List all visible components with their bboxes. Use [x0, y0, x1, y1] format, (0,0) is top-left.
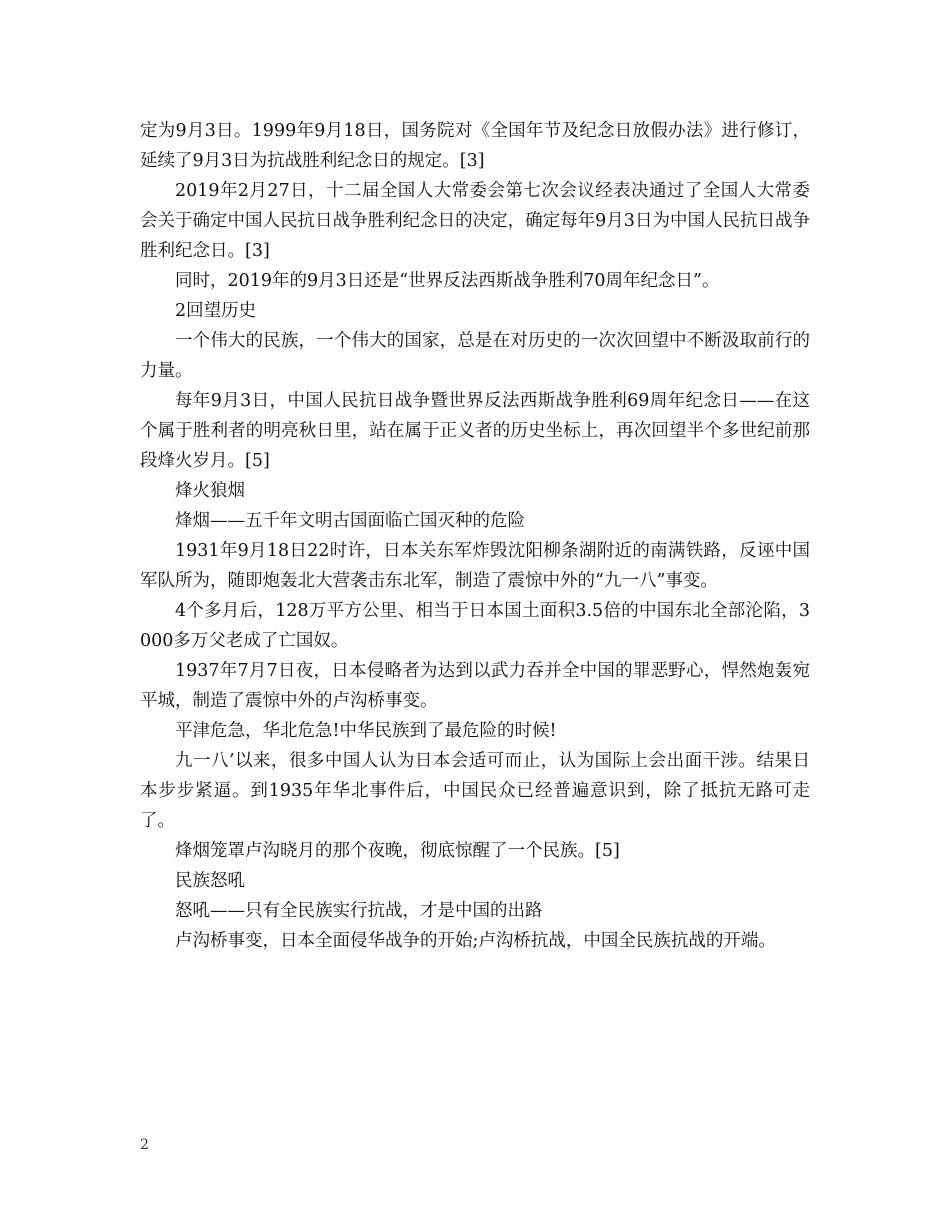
subsection-heading: 民族怒吼: [175, 871, 245, 891]
paragraph: 烽烟笼罩卢沟晓月的那个夜晚，彻底惊醒了一个民族。[5]: [175, 841, 620, 861]
subsection-subtitle: 怒吼——只有全民族实行抗战，才是中国的出路: [175, 901, 543, 921]
paragraph: 定为9月3日。1999年9月18日，国务院对《全国年节及纪念日放假办法》进行修订，延续了9月3日为抗战胜利纪念日的规定。[3]: [140, 121, 810, 171]
subsection-heading: 烽火狼烟: [175, 481, 245, 501]
paragraph: 每年9月3日，中国人民抗日战争暨世界反法西斯战争胜利69周年纪念日——在这个属于胜利者的明亮秋日里，站在属于正义者的历史坐标上，再次回望半个多世纪前那段烽火岁月。[5]: [140, 391, 810, 471]
document-body: [140, 116, 810, 956]
subsection-subtitle: 烽烟——五千年文明古国面临亡国灭种的危险: [175, 511, 525, 531]
paragraph: 九一八’以来，很多中国人认为日本会适可而止，认为国际上会出面干涉。结果日本步步紧逼。到1935年华北事件后，中国民众已经普遍意识到，除了抵抗无路可走了。: [140, 751, 810, 831]
paragraph: 1937年7月7日夜，日本侵略者为达到以武力吞并全中国的罪恶野心，悍然炮轰宛平城，制造了震惊中外的卢沟桥事变。: [140, 661, 810, 711]
paragraph: 1931年9月18日22时许，日本关东军炸毁沈阳柳条湖附近的南满铁路，反诬中国军队所为，随即炮轰北大营袭击东北军，制造了震惊中外的“九一八”事变。: [140, 541, 810, 591]
paragraph: 一个伟大的民族，一个伟大的国家，总是在对历史的一次次回望中不断汲取前行的力量。: [140, 331, 810, 381]
page-number: 2: [140, 1137, 149, 1153]
paragraph: 平津危急，华北危急!中华民族到了最危险的时候!: [175, 721, 557, 741]
paragraph: 卢沟桥事变，日本全面侵华战争的开始;卢沟桥抗战，中国全民族抗战的开端。: [175, 931, 776, 951]
paragraph: 4个多月后，128万平方公里、相当于日本国土面积3.5倍的中国东北全部沦陷，3000多万父老成了亡国奴。: [140, 601, 810, 651]
section-heading: 2回望历史: [175, 301, 257, 321]
paragraph: 2019年2月27日，十二届全国人大常委会第七次会议经表决通过了全国人大常委会关于确定中国人民抗日战争胜利纪念日的决定，确定每年9月3日为中国人民抗日战争胜利纪念日。[3]: [140, 181, 810, 261]
paragraph: 同时，2019年的9月3日还是“世界反法西斯战争胜利70周年纪念日”。: [175, 271, 720, 291]
